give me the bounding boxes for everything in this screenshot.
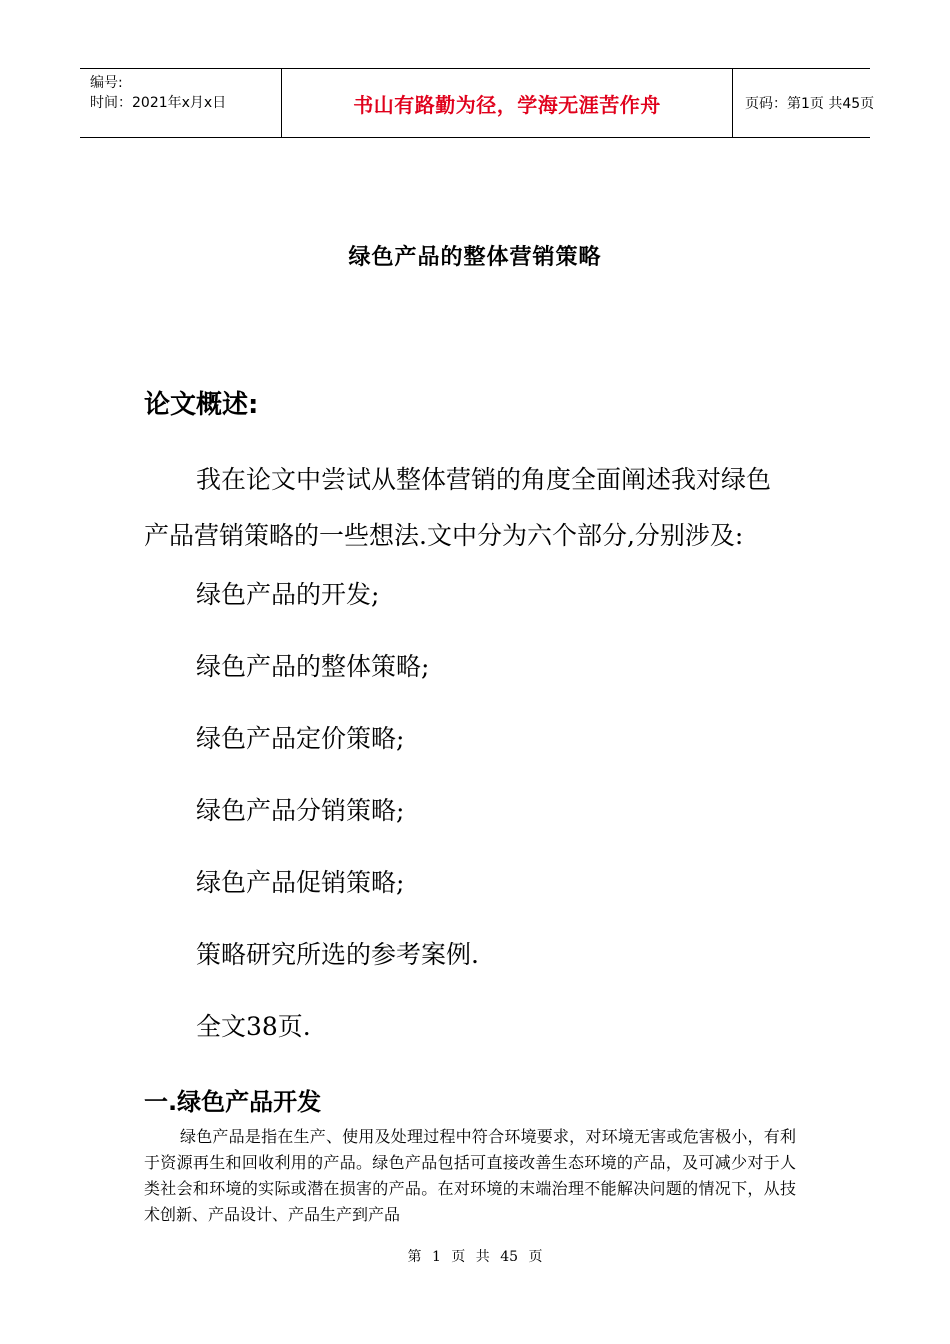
list-item: 绿色产品的开发; [196,580,380,609]
document-title: 绿色产品的整体营销策略 [348,245,602,270]
header-meta [80,69,281,137]
document-number-label: 编号: [90,75,123,91]
section-heading: 一.绿色产品开发 [144,1088,322,1116]
list-item: 绿色产品定价策略; [196,724,405,753]
header-motto: 书山有路勤为径，学海无涯苦作舟 [281,69,733,137]
list-item: 全文38页. [196,1012,311,1041]
abstract-paragraph-line-1: 我在论文中尝试从整体营销的角度全面阐述我对绿色 [196,465,772,494]
page-footer: 第 1 页 共 45 页 [407,1249,543,1265]
abstract-heading: 论文概述: [144,390,259,420]
abstract-paragraph [144,452,824,564]
abstract-list [196,570,479,1074]
list-item: 绿色产品分销策略; [196,796,405,825]
page-header [80,68,875,138]
list-item: 策略研究所选的参考案例. [196,940,479,969]
list-item: 绿色产品促销策略; [196,868,405,897]
abstract-paragraph-line-2: 产品营销策略的一些想法.文中分为六个部分,分别涉及: [144,521,744,550]
header-page-info: 页码：第1页 共45页 [745,96,875,112]
list-item: 绿色产品的整体策略; [196,652,430,681]
section-body: 绿色产品是指在生产、使用及处理过程中符合环境要求，对环境无害或危害极小，有利于资源再生和回收利用的产品。绿色产品包括可直接改善生态环境的产品，及可减少对于人类社会和环境的实际或潜在损害的产品。在对环境的末端治理不能解决问题的情况下，从技术创新、产品设计、产品生产到产品 [144,1127,796,1224]
document-date-label: 时间：2021年x月x日 [90,95,227,111]
